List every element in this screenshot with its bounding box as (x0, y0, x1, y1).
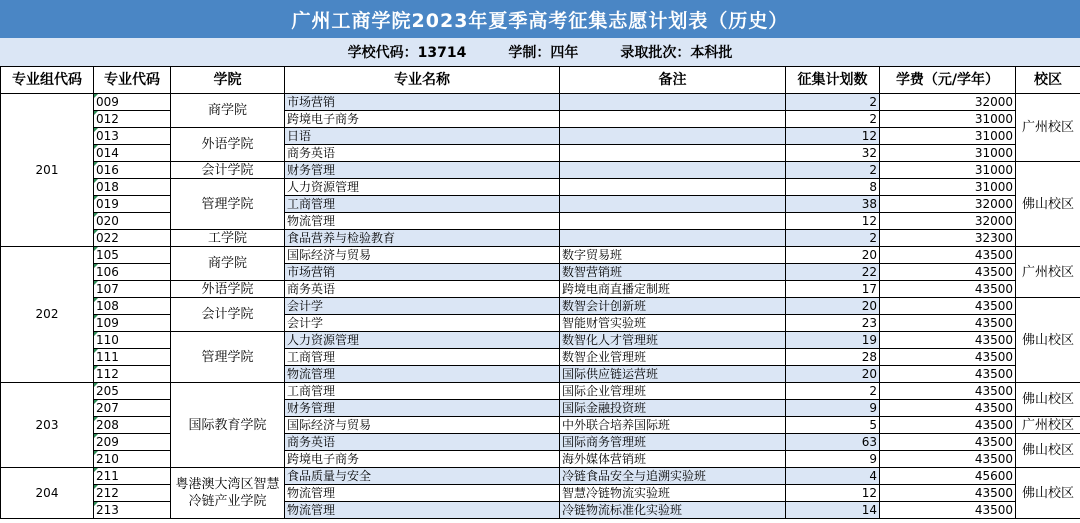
note-cell: 数字贸易班 (560, 247, 786, 264)
major-code-cell: 110 (94, 332, 171, 349)
admission-batch: 录取批次：本科批 (620, 45, 733, 61)
table-row (1, 502, 1080, 519)
tuition-cell: 32000 (880, 196, 1016, 213)
major-code-cell: 020 (94, 213, 171, 230)
college-cell: 国际教育学院 (171, 383, 285, 468)
campus-cell: 佛山校区 (1016, 162, 1080, 247)
major-name-cell: 商务英语 (285, 145, 560, 162)
quota-cell: 22 (786, 264, 880, 281)
tuition-cell: 43500 (880, 332, 1016, 349)
campus-cell: 佛山校区 (1016, 383, 1080, 417)
quota-cell: 2 (786, 230, 880, 247)
major-code-cell: 013 (94, 128, 171, 145)
table-row (1, 162, 1080, 179)
major-name-cell: 物流管理 (285, 366, 560, 383)
tuition-cell: 43500 (880, 502, 1016, 519)
tuition-cell: 43500 (880, 349, 1016, 366)
campus-cell: 佛山校区 (1016, 468, 1080, 519)
major-name-cell: 物流管理 (285, 502, 560, 519)
table-row (1, 315, 1080, 332)
major-name-cell: 人力资源管理 (285, 179, 560, 196)
tuition-cell: 32000 (880, 213, 1016, 230)
major-code-cell: 018 (94, 179, 171, 196)
note-cell: 数智企业管理班 (560, 349, 786, 366)
quota-cell: 8 (786, 179, 880, 196)
tuition-cell: 43500 (880, 400, 1016, 417)
note-cell (560, 230, 786, 247)
major-name-cell: 市场营销 (285, 94, 560, 111)
quota-cell: 19 (786, 332, 880, 349)
major-code-cell: 105 (94, 247, 171, 264)
note-cell (560, 213, 786, 230)
college-cell: 粤港澳大湾区智慧冷链产业学院 (171, 468, 285, 519)
tuition-cell: 32300 (880, 230, 1016, 247)
major-code-cell: 112 (94, 366, 171, 383)
major-code-cell: 211 (94, 468, 171, 485)
tuition-cell: 32000 (880, 94, 1016, 111)
tuition-cell: 43500 (880, 417, 1016, 434)
table-row (1, 485, 1080, 502)
college-cell: 工学院 (171, 230, 285, 247)
note-cell: 国际供应链运营班 (560, 366, 786, 383)
column-header: 专业代码 (94, 67, 171, 94)
table-row (1, 247, 1080, 264)
note-cell (560, 94, 786, 111)
major-name-cell: 食品营养与检验教育 (285, 230, 560, 247)
tuition-cell: 43500 (880, 383, 1016, 400)
note-cell (560, 145, 786, 162)
note-cell: 国际商务管理班 (560, 434, 786, 451)
college-cell: 外语学院 (171, 281, 285, 298)
tuition-cell: 43500 (880, 281, 1016, 298)
major-name-cell: 跨境电子商务 (285, 111, 560, 128)
quota-cell: 12 (786, 485, 880, 502)
major-name-cell: 会计学 (285, 298, 560, 315)
quota-cell: 17 (786, 281, 880, 298)
tuition-cell: 31000 (880, 162, 1016, 179)
quota-cell: 9 (786, 400, 880, 417)
major-name-cell: 物流管理 (285, 213, 560, 230)
major-code-cell: 022 (94, 230, 171, 247)
college-cell: 商学院 (171, 247, 285, 281)
plan-table (0, 66, 1080, 519)
note-cell: 海外媒体营销班 (560, 451, 786, 468)
major-code-cell: 014 (94, 145, 171, 162)
major-code-cell: 111 (94, 349, 171, 366)
quota-cell: 5 (786, 417, 880, 434)
table-row (1, 94, 1080, 111)
major-code-cell: 012 (94, 111, 171, 128)
table-row (1, 145, 1080, 162)
column-header: 学费（元/学年） (880, 67, 1016, 94)
college-cell: 商学院 (171, 94, 285, 128)
major-name-cell: 商务英语 (285, 434, 560, 451)
note-cell: 数智营销班 (560, 264, 786, 281)
school-info-bar (0, 38, 1080, 67)
table-row (1, 281, 1080, 298)
table-row (1, 111, 1080, 128)
quota-cell: 20 (786, 298, 880, 315)
quota-cell: 63 (786, 434, 880, 451)
major-code-cell: 207 (94, 400, 171, 417)
note-cell (560, 128, 786, 145)
group-code-cell: 202 (1, 247, 94, 383)
table-row (1, 128, 1080, 145)
quota-cell: 12 (786, 128, 880, 145)
tuition-cell: 45600 (880, 468, 1016, 485)
header-row (1, 67, 1080, 94)
major-code-cell: 016 (94, 162, 171, 179)
quota-cell: 23 (786, 315, 880, 332)
note-cell: 冷链食品安全与追溯实验班 (560, 468, 786, 485)
tuition-cell: 31000 (880, 179, 1016, 196)
campus-cell: 广州校区 (1016, 94, 1080, 162)
quota-cell: 9 (786, 451, 880, 468)
table-row (1, 400, 1080, 417)
major-code-cell: 106 (94, 264, 171, 281)
major-code-cell: 009 (94, 94, 171, 111)
note-cell: 智慧冷链物流实验班 (560, 485, 786, 502)
campus-cell: 广州校区 (1016, 417, 1080, 434)
college-cell: 管理学院 (171, 332, 285, 383)
major-name-cell: 财务管理 (285, 400, 560, 417)
table-row (1, 451, 1080, 468)
quota-cell: 2 (786, 162, 880, 179)
group-code-cell: 203 (1, 383, 94, 468)
tuition-cell: 43500 (880, 315, 1016, 332)
column-header: 学院 (171, 67, 285, 94)
table-row (1, 230, 1080, 247)
column-header: 专业名称 (285, 67, 560, 94)
major-code-cell: 019 (94, 196, 171, 213)
note-cell: 国际金融投资班 (560, 400, 786, 417)
quota-cell: 2 (786, 383, 880, 400)
campus-cell: 佛山校区 (1016, 298, 1080, 383)
table-row (1, 196, 1080, 213)
major-name-cell: 市场营销 (285, 264, 560, 281)
group-code-cell: 201 (1, 94, 94, 247)
note-cell (560, 111, 786, 128)
school-code: 学校代码：13714 (347, 45, 467, 61)
note-cell: 冷链物流标准化实验班 (560, 502, 786, 519)
tuition-cell: 43500 (880, 451, 1016, 468)
major-name-cell: 会计学 (285, 315, 560, 332)
quota-cell: 28 (786, 349, 880, 366)
quota-cell: 20 (786, 366, 880, 383)
tuition-cell: 43500 (880, 485, 1016, 502)
column-header: 专业组代码 (1, 67, 94, 94)
campus-cell: 广州校区 (1016, 247, 1080, 298)
table-row (1, 417, 1080, 434)
table-row (1, 179, 1080, 196)
major-name-cell: 跨境电子商务 (285, 451, 560, 468)
major-name-cell: 食品质量与安全 (285, 468, 560, 485)
quota-cell: 4 (786, 468, 880, 485)
note-cell (560, 196, 786, 213)
table-row (1, 383, 1080, 400)
major-code-cell: 205 (94, 383, 171, 400)
college-cell: 会计学院 (171, 162, 285, 179)
quota-cell: 2 (786, 111, 880, 128)
note-cell: 智能财管实验班 (560, 315, 786, 332)
note-cell: 数智化人才管理班 (560, 332, 786, 349)
major-code-cell: 213 (94, 502, 171, 519)
note-cell: 数智会计创新班 (560, 298, 786, 315)
major-name-cell: 工商管理 (285, 196, 560, 213)
major-code-cell: 108 (94, 298, 171, 315)
table-row (1, 434, 1080, 451)
tuition-cell: 43500 (880, 366, 1016, 383)
quota-cell: 38 (786, 196, 880, 213)
table-row (1, 349, 1080, 366)
note-cell: 中外联合培养国际班 (560, 417, 786, 434)
note-cell (560, 179, 786, 196)
table-row (1, 213, 1080, 230)
quota-cell: 2 (786, 94, 880, 111)
major-name-cell: 商务英语 (285, 281, 560, 298)
college-cell: 会计学院 (171, 298, 285, 332)
major-code-cell: 210 (94, 451, 171, 468)
major-code-cell: 208 (94, 417, 171, 434)
major-name-cell: 工商管理 (285, 383, 560, 400)
tuition-cell: 43500 (880, 298, 1016, 315)
tuition-cell: 31000 (880, 145, 1016, 162)
major-name-cell: 人力资源管理 (285, 332, 560, 349)
major-code-cell: 107 (94, 281, 171, 298)
major-code-cell: 209 (94, 434, 171, 451)
column-header: 校区 (1016, 67, 1080, 94)
major-name-cell: 日语 (285, 128, 560, 145)
table-row (1, 332, 1080, 349)
major-name-cell: 国际经济与贸易 (285, 417, 560, 434)
quota-cell: 14 (786, 502, 880, 519)
note-cell (560, 162, 786, 179)
page-title: 广州工商学院2023年夏季高考征集志愿计划表（历史） (0, 0, 1080, 38)
campus-cell: 佛山校区 (1016, 434, 1080, 468)
column-header: 征集计划数 (786, 67, 880, 94)
major-code-cell: 212 (94, 485, 171, 502)
table-row (1, 264, 1080, 281)
table-row (1, 298, 1080, 315)
tuition-cell: 31000 (880, 111, 1016, 128)
tuition-cell: 43500 (880, 247, 1016, 264)
table-body (1, 94, 1080, 519)
major-name-cell: 工商管理 (285, 349, 560, 366)
major-code-cell: 109 (94, 315, 171, 332)
tuition-cell: 43500 (880, 264, 1016, 281)
quota-cell: 20 (786, 247, 880, 264)
study-years: 学制：四年 (508, 45, 579, 61)
note-cell: 国际企业管理班 (560, 383, 786, 400)
group-code-cell: 204 (1, 468, 94, 519)
college-cell: 管理学院 (171, 179, 285, 230)
quota-cell: 32 (786, 145, 880, 162)
note-cell: 跨境电商直播定制班 (560, 281, 786, 298)
major-name-cell: 财务管理 (285, 162, 560, 179)
major-name-cell: 物流管理 (285, 485, 560, 502)
college-cell: 外语学院 (171, 128, 285, 162)
table-row (1, 366, 1080, 383)
column-header: 备注 (560, 67, 786, 94)
quota-cell: 12 (786, 213, 880, 230)
table-row (1, 468, 1080, 485)
major-name-cell: 国际经济与贸易 (285, 247, 560, 264)
tuition-cell: 31000 (880, 128, 1016, 145)
tuition-cell: 43500 (880, 434, 1016, 451)
